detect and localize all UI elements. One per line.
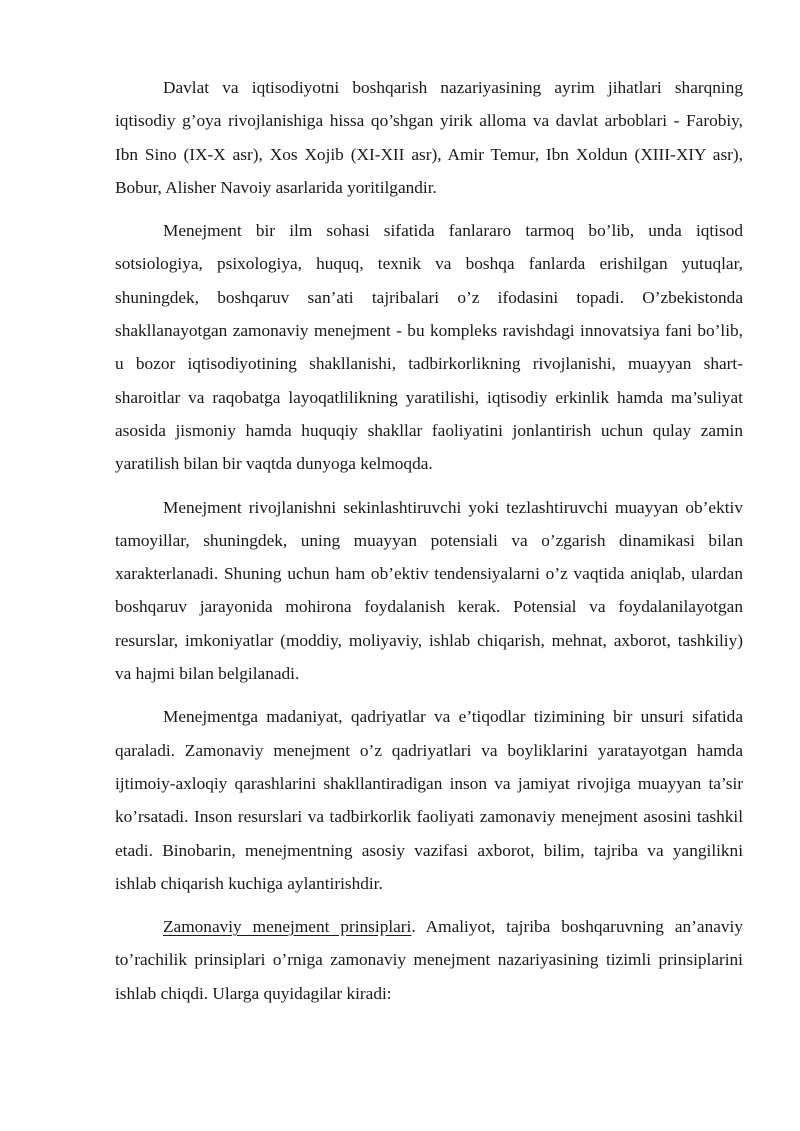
paragraph-management-tendencies: Menejment rivojlanishni sekinlashtiruvchi yoki tezlashtiruvchi muayyan ob’ektiv tamoyillar, shuningdek, uning muayyan potensiali va o’zgarish dinamikasi bilan xarakterlanadi. Shuning uchun ham ob’ektiv tendensiyalarni o’z vaqtida aniqlab, ulardan boshqaruv jarayonida mohirona foydalanish kerak. Potensial va foydalanilayotgan resurslar, imkoniyatlar (moddiy, moliyaviy, ishlab chiqarish, mehnat, axborot, tashkiliy) va hajmi bilan belgilanadi. [115, 497, 743, 684]
document-body [115, 71, 743, 1020]
section-heading-modern-principles: Zamonaviy menejment prinsiplari [163, 917, 412, 937]
paragraph-management-culture: Menejmentga madaniyat, qadriyatlar va e’tiqodlar tizimining bir unsuri sifatida qaraladi. Zamonaviy menejment o’z qadriyatlari va boyliklarini yaratayotgan hamda ijtimoiy-axloqiy qarashlarini shakllantiradigan inson va jamiyat rivojiga muayyan ta’sir ko’rsatadi. Inson resurslari va tadbirkorlik faoliyati zamonaviy menejment asosini tashkil etadi. Binobarin, menejmentning asosiy vazifasi axborot, bilim, tajriba va yangilikni ishlab chiqarish kuchiga aylantirishdir. [115, 707, 743, 893]
paragraph-modern-principles-text: . Amaliyot, tajriba boshqaruvning an’anaviy to’rachilik prinsiplari o’rniga zamonaviy menejment nazariyasining tizimli prinsiplarini ishlab chiqdi. Ularga quyidagilar kiradi: [115, 917, 743, 1003]
paragraph-economic-thought-history: Davlat va iqtisodiyotni boshqarish nazariyasining ayrim jihatlari sharqning iqtisodiy g’oya rivojlanishiga hissa qo’shgan yirik alloma va davlat arboblari - Farobiy, Ibn Sino (IX-X asr), Xos Xojib (XI-XII asr), Amir Temur, Ibn Xoldun (XIII-XIY asr), Bobur, Alisher Navoiy asarlarida yoritilgandir. [115, 78, 743, 197]
paragraph-management-as-science: Menejment bir ilm sohasi sifatida fanlararo tarmoq bo’lib, unda iqtisod sotsiologiya, psixologiya, huquq, texnik va boshqa fanlarda erishilgan yutuqlar, shuningdek, boshqaruv san’ati tajribalari o’z ifodasini topadi. O’zbekistonda shakllanayotgan zamonaviy menejment - bu kompleks ravishdagi innovatsiya fani bo’lib, u bozor iqtisodiyotining shakllanishi, tadbirkorlikning rivojlanishi, muayyan shart-sharoitlar va raqobatga layoqatlilikning yaratilishi, iqtisodiy erkinlik hamda ma’suliyat asosida jismoniy hamda huquqiy shakllar faoliyatini jonlantirish uchun qulay zamin yaratilish bilan bir vaqtda dunyoga kelmoqda. [115, 221, 743, 474]
paragraph-modern-principles [115, 910, 743, 1010]
